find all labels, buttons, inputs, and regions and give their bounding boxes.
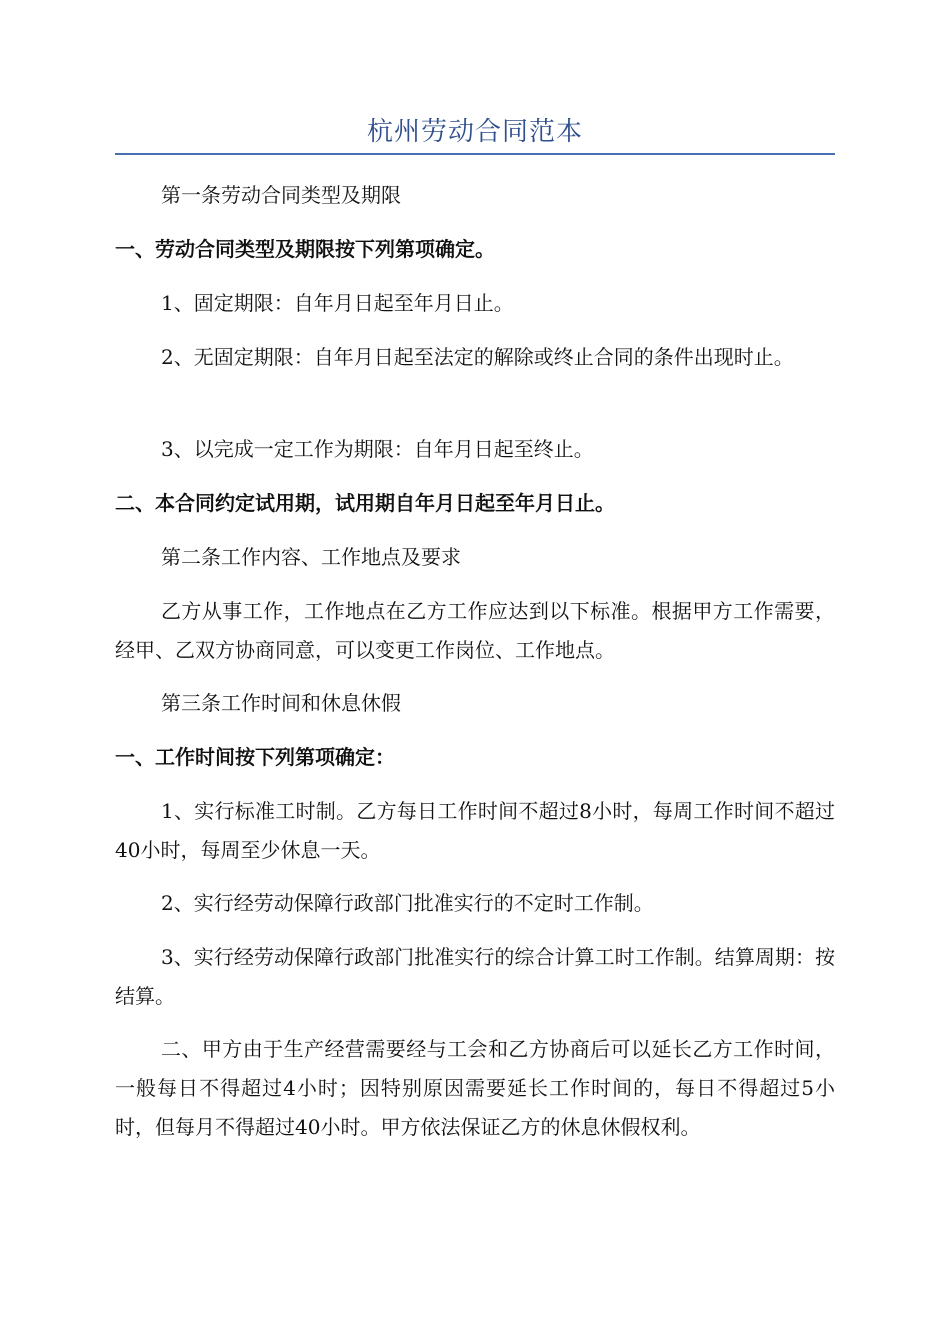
clause-comprehensive-hours: 3、实行经劳动保障行政部门批准实行的综合计算工时工作制。结算周期：按结算。	[115, 945, 835, 1008]
document-title: 杭州劳动合同范本	[366, 117, 583, 147]
clause-open-ended: 2、无固定期限：自年月日起至法定的解除或终止合同的条件出现时止。	[161, 345, 794, 369]
section-1-heading: 一、劳动合同类型及期限按下列第项确定。	[115, 237, 495, 261]
clause-flexible-hours: 2、实行经劳动保障行政部门批准实行的不定时工作制。	[161, 891, 654, 915]
clause-standard-hours: 1、实行标准工时制。乙方每日工作时间不超过8小时，每周工作时间不超过40小时，每周至少休息一天。	[115, 799, 835, 862]
section-2-probation: 二、本合同约定试用期，试用期自年月日起至年月日止。	[115, 491, 615, 515]
work-hours-heading: 一、工作时间按下列第项确定：	[115, 745, 395, 769]
article-3-heading: 第三条工作时间和休息休假	[161, 691, 401, 715]
work-content-paragraph: 乙方从事工作，工作地点在乙方工作应达到以下标准。根据甲方工作需要，经甲、乙双方协商同意，可以变更工作岗位、工作地点。	[115, 599, 835, 662]
article-2-heading: 第二条工作内容、工作地点及要求	[161, 545, 461, 569]
clause-task-based: 3、以完成一定工作为期限：自年月日起至终止。	[161, 437, 594, 461]
title-underline	[115, 153, 835, 155]
clause-fixed-term: 1、固定期限：自年月日起至年月日止。	[161, 291, 514, 315]
overtime-paragraph: 二、甲方由于生产经营需要经与工会和乙方协商后可以延长乙方工作时间，一般每日不得超过4小时；因特别原因需要延长工作时间的，每日不得超过5小时，但每月不得超过40小时。甲方依法保证乙方的休息休假权利。	[115, 1037, 835, 1139]
article-1-heading: 第一条劳动合同类型及期限	[161, 183, 401, 207]
